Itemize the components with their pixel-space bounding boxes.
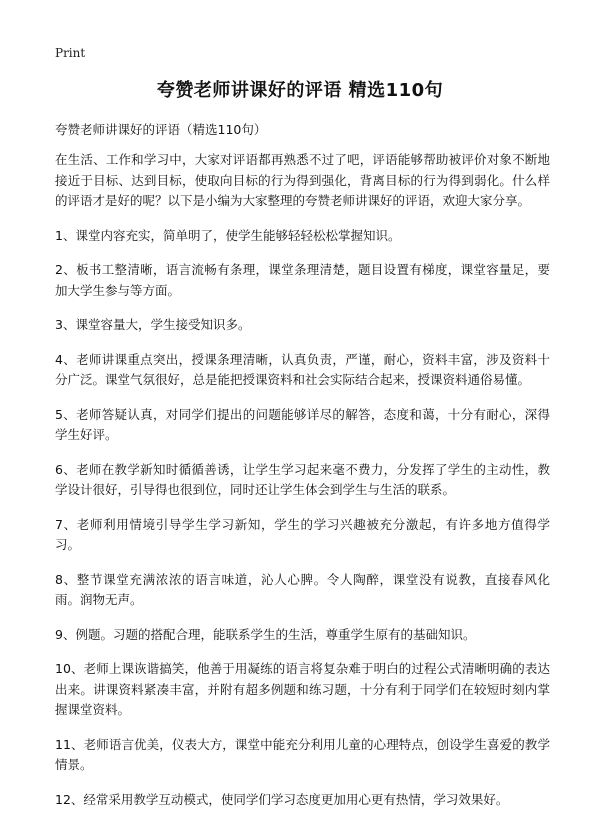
print-link[interactable]: Print (55, 46, 86, 60)
list-item: 3、课堂容量大，学生接受知识多。 (55, 317, 251, 332)
list-item: 5、老师答疑认真，对同学们提出的问题能够详尽的解答，态度和蔼，十分有耐心，深得学生好评。 (55, 406, 550, 442)
list-item: 2、板书工整清晰，语言流畅有条理，课堂条理清楚，题目设置有梯度，课堂容量足，要加大学生参与等方面。 (55, 262, 550, 298)
list-item: 11、老师语言优美，仪表大方，课堂中能充分利用儿童的心理特点，创设学生喜爱的教学情景。 (55, 736, 550, 772)
list-item: 7、老师利用情境引导学生学习新知，学生的学习兴趣被充分激起，有许多地方值得学习。 (55, 516, 550, 552)
page-title: 夸赞老师讲课好的评语 精选110句 (156, 80, 444, 101)
list-item: 6、老师在教学新知时循循善诱，让学生学习起来毫不费力，分发挥了学生的主动性，教学设计很好，引导得也很到位，同时还让学生体会到学生与生活的联系。 (55, 461, 550, 497)
list-item: 9、例题。习题的搭配合理，能联系学生的生活，尊重学生原有的基础知识。 (55, 626, 476, 642)
document-body (55, 150, 550, 824)
list-item: 4、老师讲课重点突出，授课条理清晰，认真负责，严谨，耐心，资料丰富，涉及资料十分广泛。课堂气氛很好，总是能把授课资料和社会实际结合起来，授课资料通俗易懂。 (55, 351, 550, 387)
document-subtitle: 夸赞老师讲课好的评语（精选110句） (55, 122, 267, 137)
list-item: 12、经常采用教学互动模式，使同学们学习态度更加用心更有热情，学习效果好。 (55, 791, 509, 807)
list-item: 1、课堂内容充实，简单明了，使学生能够轻轻松松掌握知识。 (55, 227, 401, 243)
intro-paragraph: 在生活、工作和学习中，大家对评语都再熟悉不过了吧，评语能够帮助被评价对象不断地接近于目标、达到目标，使取向目标的行为得到强化，背离目标的行为得到弱化。什么样的评语才是好的呢？以下是小编为大家整理的夸赞老师讲课好的评语，欢迎大家分享。 (55, 152, 550, 208)
list-item: 10、老师上课诙谐搞笑，他善于用凝练的语言将复杂难于明白的过程公式清晰明确的表达出来。讲课资料紧凑丰富，并附有超多例题和练习题，十分有利于同学们在较短时刻内掌握课堂资料。 (55, 661, 550, 717)
list-item: 8、整节课堂充满浓浓的语言味道，沁人心脾。令人陶醉，课堂没有说教，直接春风化雨。润物无声。 (55, 571, 550, 607)
